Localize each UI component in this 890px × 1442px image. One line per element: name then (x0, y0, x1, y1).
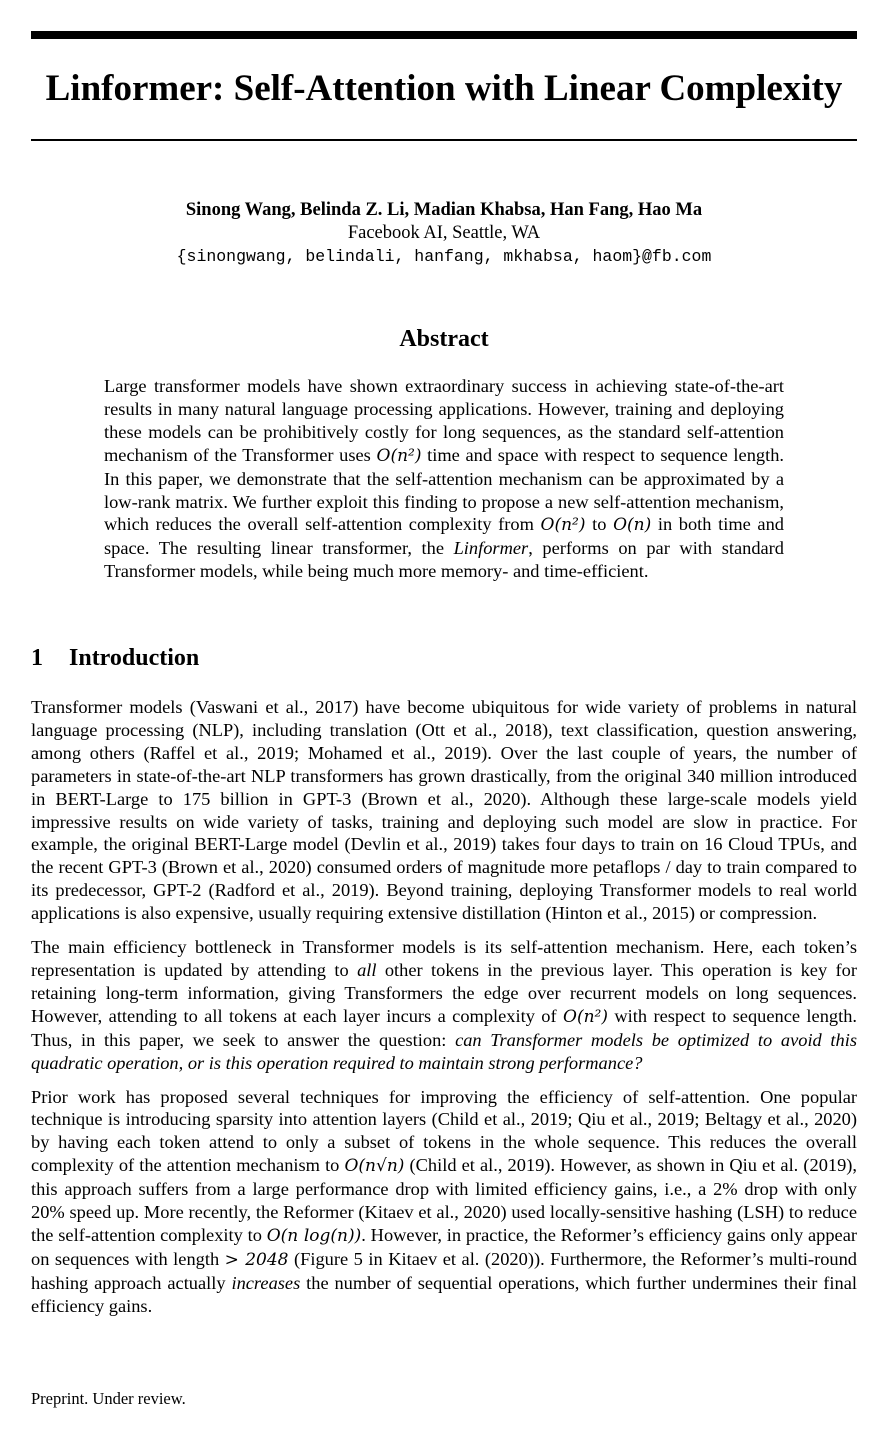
text-span: (Figure 5 in Kitaev et al. (2020)). Furthermore, the Reformer’s multi-round hashing approach actually (31, 1248, 857, 1293)
abstract-span: , performs on par with standard Transformer models, while being much more memory- and time-efficient. (104, 538, 784, 582)
abstract-span: Large transformer models have shown extraordinary success in achieving state-of-the-art results in many natural language processing applications. However, training and deploying these models can be prohibitively costly for long sequences, as the standard self-attention mechanism of the Transformer uses (104, 376, 784, 465)
emphasis: increases (231, 1272, 301, 1293)
math-length: > 2048 (224, 1249, 289, 1270)
footer-note: Preprint. Under review. (31, 1389, 186, 1408)
text-span: The main efficiency bottleneck in Transformer models is its self-attention mechanism. Here, each token’s representation is updated by attending to (31, 937, 857, 980)
emphasis: all (357, 959, 377, 980)
paragraph-1: Transformer models (Vaswani et al., 2017) have become ubiquitous for wide variety of problems in natural language processing (NLP), including translation (Ott et al., 2018), text classification, question answering, among others (Raffel et al., 2019; Mohamed et al., 2019). Over the last couple of years, the number of parameters in state-of-the-art NLP transformers has grown drastically, from the original 340 million introduced in BERT-Large to 175 billion in GPT-3 (Brown et al., 2020). Although these large-scale models yield impressive results on wide variety of tasks, training and deploying such model are slow in practice. For example, the original BERT-Large model (Devlin et al., 2019) takes four days to train on 16 Cloud TPUs, and the recent GPT-3 (Brown et al., 2020) consumed orders of magnitude more petaflops / day to train compared to its predecessor, GPT-2 (Radford et al., 2019). Beyond training, deploying Transformer models to real world applications is also expensive, usually requiring extensive distillation (Hinton et al., 2015) or compression. (31, 697, 857, 924)
research-question: can Transformer models be optimized to avoid this quadratic operation, or is this operation required to maintain strong performance? (31, 1029, 857, 1073)
section-heading (31, 645, 199, 672)
math-nlogn: O(n log(n)) (266, 1225, 362, 1246)
linformer-emphasis: Linformer (453, 538, 529, 559)
paper-title: Linformer: Self-Attention with Linear Complexity (45, 68, 843, 109)
paragraph-2 (31, 936, 857, 1074)
math-nsqrtn: O(n√n) (344, 1156, 405, 1177)
text-span: Prior work has proposed several techniques for improving the efficiency of self-attention. One popular technique is introducing sparsity into attention layers (Child et al., 2019; Qiu et al., 2019; Beltagy et al., 2020) by having each token attend to only a subset of tokens in the whole sequence. This reduces the overall complexity of the attention mechanism to (31, 1086, 857, 1176)
math-on2: O(n²) (540, 515, 586, 536)
abstract-text (104, 375, 784, 583)
author-affiliation: Facebook AI, Seattle, WA (347, 223, 541, 243)
abstract-span: time and space with respect to sequence length. In this paper, we demonstrate that the self-attention mechanism can be approximated by a low-rank matrix. We further exploit this finding to propose a new self-attention mechanism, which reduces the overall self-attention complexity from (104, 444, 784, 535)
math-on2: O(n²) (376, 445, 422, 466)
abstract-heading: Abstract (399, 326, 489, 352)
text-span: with respect to sequence length. Thus, in this paper, we seek to answer the question: (31, 1005, 857, 1050)
author-block (31, 199, 857, 268)
section-body (31, 696, 857, 1329)
math-on: O(n) (613, 515, 652, 536)
section-title: Introduction (69, 645, 200, 671)
author-names: Sinong Wang, Belinda Z. Li, Madian Khabsa, Han Fang, Hao Ma (185, 200, 703, 220)
abstract-span: in both time and space. The resulting linear transformer, the (104, 514, 784, 559)
author-emails: {sinongwang, belindali, hanfang, mkhabsa, haom}@fb.com (176, 247, 712, 266)
paragraph-3 (31, 1086, 857, 1318)
title-rule (31, 139, 857, 141)
text-span: (Child et al., 2019). However, as shown in Qiu et al. (2019), this approach suffers from a large performance drop with limited efficiency gains, i.e., a 2% drop with only 20% speed up. More recently, the Reformer (Kitaev et al., 2020) used locally-sensitive hashing (LSH) to reduce the self-attention complexity to (31, 1155, 857, 1245)
text-span: other tokens in the previous layer. This operation is key for retaining long-term information, giving Transformers the edge over recurrent models on long sequences. However, attending to all tokens at each layer incurs a complexity of (31, 959, 857, 1026)
text-span: . However, in practice, the Reformer’s efficiency gains only appear on sequences with length (31, 1224, 857, 1269)
top-rule (31, 31, 857, 39)
abstract-span: to (585, 514, 614, 535)
text-span: the number of sequential operations, which further undermines their final efficiency gains. (31, 1272, 857, 1316)
section-number: 1 (31, 645, 43, 671)
math-on2: O(n²) (563, 1006, 608, 1027)
